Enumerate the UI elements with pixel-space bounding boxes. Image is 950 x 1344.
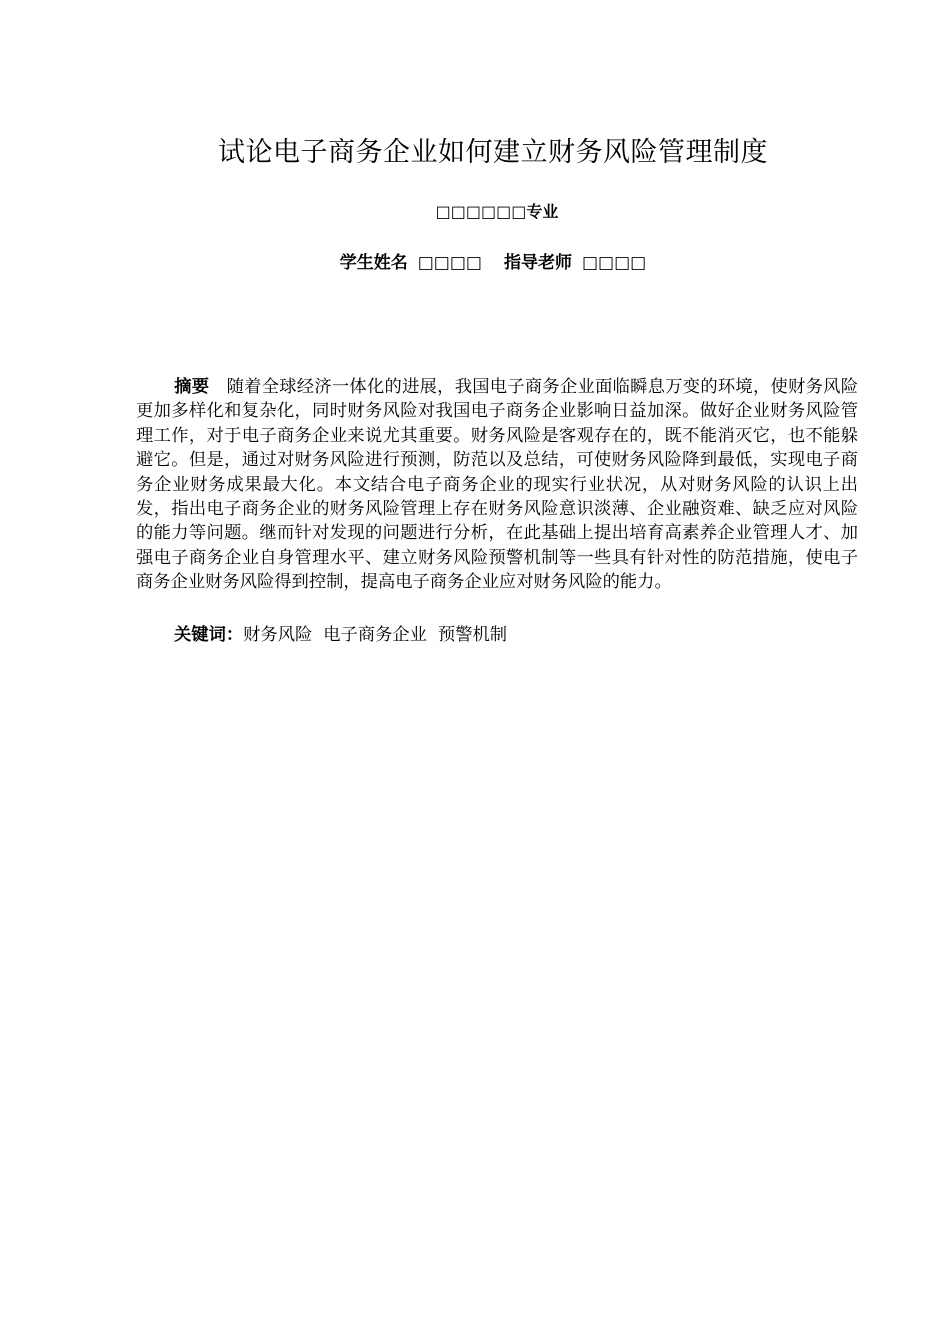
abstract-text: 随着全球经济一体化的进展，我国电子商务企业面临瞬息万变的环境，使财务风险更加多样化和复杂化，同时财务风险对我国电子商务企业影响日益加深。做好企业财务风险管理工作，对于电子商务企业来说尤其重要。财务风险是客观存在的，既不能消灭它，也不能躲避它。但是，通过对财务风险进行预测，防范以及总结，可使财务风险降到最低，实现电子商务企业财务成果最大化。本文结合电子商务企业的现实行业状况，从对财务风险的认识上出发，指出电子商务企业的财务风险管理上存在财务风险意识淡薄、企业融资难、缺乏应对风险的能力等问题。继而针对发现的问题进行分析，在此基础上提出培育高素养企业管理人才、加强电子商务企业自身管理水平、建立财务风险预警机制等一些具有针对性的防范措施，使电子商务企业财务风险得到控制，提高电子商务企业应对财务风险的能力。: [136, 377, 858, 593]
document-title: 试论电子商务企业如何建立财务风险管理制度: [218, 137, 768, 168]
advisor-name: □□□□: [582, 253, 647, 273]
abstract-label: 摘要: [174, 377, 210, 397]
keywords-label: 关键词：: [174, 625, 244, 645]
abstract-paragraph: [136, 375, 858, 595]
keywords-line: [174, 623, 864, 647]
major-line: □□□□□□专业: [435, 202, 559, 221]
keywords-text: 财务风险 电子商务企业 预警机制: [243, 625, 508, 645]
author-line: [0, 250, 950, 276]
student-label: 学生姓名: [339, 253, 408, 273]
advisor-label: 指导老师: [504, 253, 572, 273]
student-name: □□□□: [417, 253, 482, 273]
